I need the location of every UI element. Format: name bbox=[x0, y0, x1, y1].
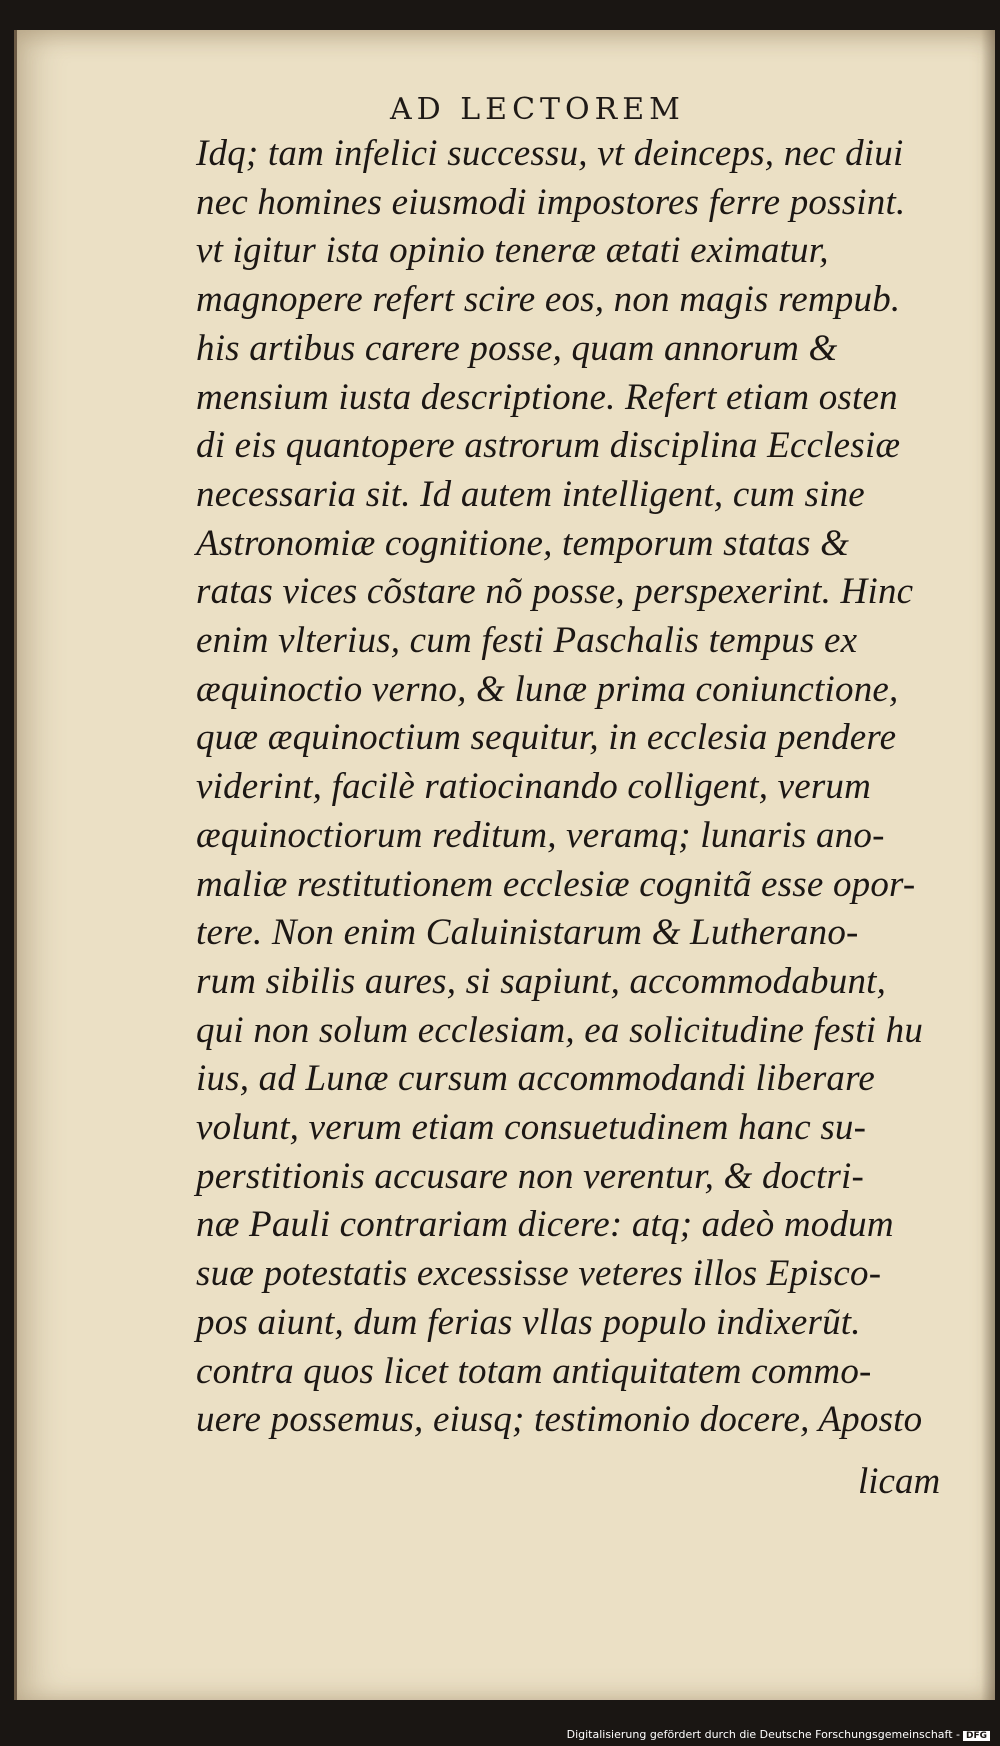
text-line: æquinoctio verno, & lunæ prima coniunctione, bbox=[196, 668, 899, 710]
body-text bbox=[196, 130, 956, 1445]
text-line: ius, ad Lunæ cursum accommodandi liberare bbox=[196, 1058, 875, 1100]
text-line: vt igitur ista opinio teneræ ætati eximatur, bbox=[196, 230, 829, 272]
text-line: Astronomiæ cognitione, temporum statas & bbox=[196, 522, 850, 564]
text-line: æquinoctiorum reditum, veramq; lunaris ano- bbox=[196, 814, 885, 856]
text-line: viderint, facilè ratiocinando colligent, verum bbox=[196, 766, 872, 808]
text-line: necessaria sit. Id autem intelligent, cum sine bbox=[196, 473, 865, 515]
text-line: his artibus carere posse, quam annorum & bbox=[196, 327, 838, 369]
dfg-logo: DFG bbox=[963, 1731, 990, 1741]
text-line: uere possemus, eiusq; testimonio docere, Aposto bbox=[196, 1399, 923, 1441]
text-line: Idq; tam infelici successu, vt deinceps, nec diui bbox=[196, 133, 904, 174]
text-line: volunt, verum etiam consuetudinem hanc su- bbox=[196, 1107, 867, 1149]
catchword: licam bbox=[858, 1461, 941, 1502]
digitization-credit bbox=[567, 1728, 990, 1741]
text-line: tere. Non enim Caluinistarum & Lutherano- bbox=[196, 912, 859, 954]
text-line: nec homines eiusmodi impostores ferre possint. bbox=[196, 181, 906, 223]
text-line: qui non solum ecclesiam, ea solicitudine festi hu bbox=[196, 1009, 924, 1051]
text-line: di eis quantopere astrorum disciplina Ecclesiæ bbox=[196, 425, 901, 467]
text-line: næ Pauli contrariam dicere: atq; adeò modum bbox=[196, 1204, 894, 1246]
text-line: contra quos licet totam antiquitatem commo- bbox=[196, 1350, 872, 1392]
text-line: mensium iusta descriptione. Refert etiam osten bbox=[196, 376, 898, 418]
text-line: enim vlterius, cum festi Paschalis tempus ex bbox=[196, 620, 858, 662]
credit-text: Digitalisierung gefördert durch die Deutsche Forschungsgemeinschaft - bbox=[566, 1728, 960, 1741]
text-line: magnopere refert scire eos, non magis rempub. bbox=[196, 279, 901, 321]
running-head: AD LECTOREM bbox=[390, 92, 685, 127]
text-line: rum sibilis aures, si sapiunt, accommodabunt, bbox=[196, 960, 887, 1002]
text-line: pos aiunt, dum ferias vllas populo indixerũt. bbox=[196, 1301, 861, 1343]
text-line: suæ potestatis excessisse veteres illos Episco- bbox=[196, 1253, 882, 1295]
text-line: ratas vices cõstare nõ posse, perspexerint. Hinc bbox=[196, 571, 914, 613]
text-line: quæ æquinoctium sequitur, in ecclesia pendere bbox=[196, 717, 897, 759]
text-line: maliæ restitutionem ecclesiæ cognitã esse opor- bbox=[196, 863, 916, 905]
text-line: perstitionis accusare non verentur, & doctri- bbox=[196, 1155, 865, 1197]
